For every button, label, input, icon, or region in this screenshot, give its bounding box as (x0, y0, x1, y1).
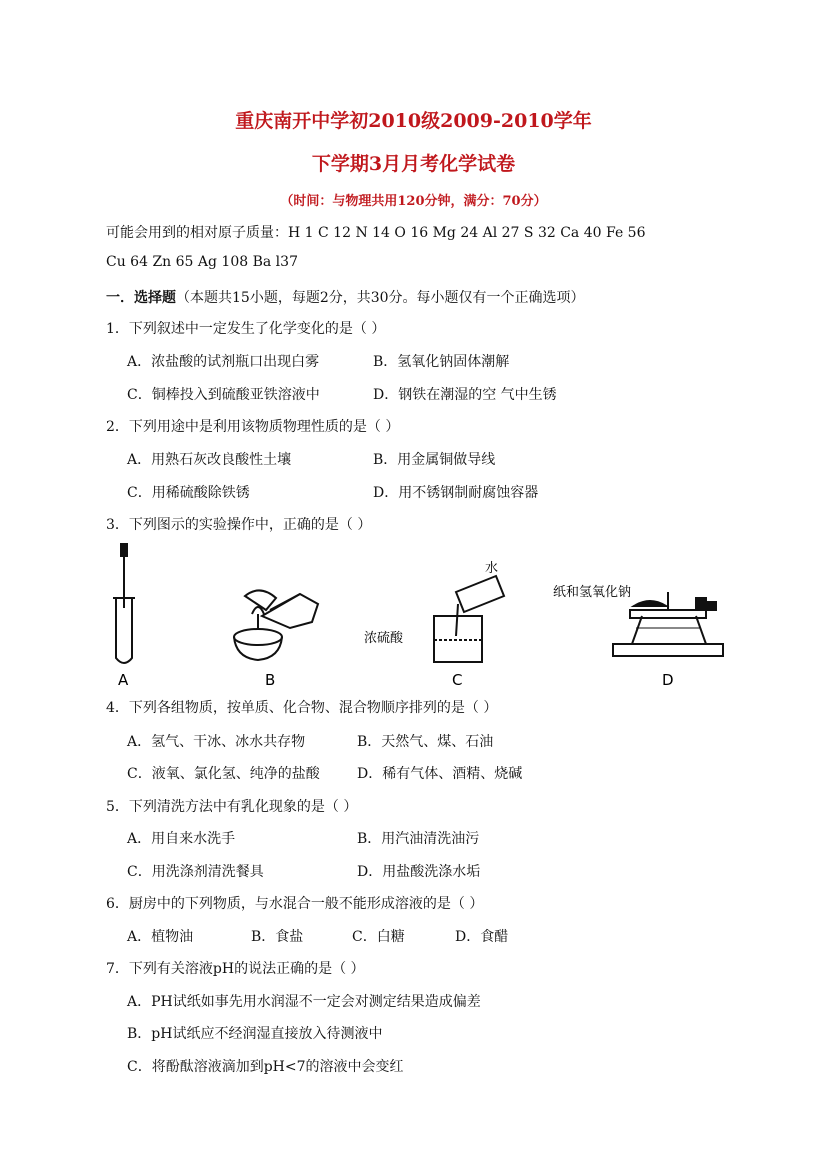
figure-label-d: D (662, 671, 674, 689)
question-4-option-a: A．氢气、干冰、冰水共存物 (127, 734, 306, 750)
question-1-stem: 1．下列叙述中一定发生了化学变化的是（ ） (106, 321, 386, 337)
question-4-stem: 4．下列各组物质，按单质、化合物、混合物顺序排列的是（ ） (106, 700, 498, 716)
question-1-option-b: B．氢氧化钠固体潮解 (373, 354, 510, 370)
question-3-figure (0, 540, 827, 690)
question-4-option-b: B．天然气、煤、石油 (357, 734, 494, 750)
question-4-option-c: C．液氧、氯化氢、纯净的盐酸 (127, 766, 320, 782)
question-6-option-b: B．食盐 (251, 929, 304, 945)
atomic-masses-line1: 可能会用到的相对原子质量：H 1 C 12 N 14 O 16 Mg 24 Al 27 S 32 Ca 40 Fe 56 (106, 225, 646, 241)
question-2-option-d: D．用不锈钢制耐腐蚀容器 (373, 485, 539, 501)
question-5-option-c: C．用洗涤剂清洗餐具 (127, 864, 264, 880)
figure-c-acid-label: 浓硫酸 (364, 631, 404, 646)
atomic-masses-line2: Cu 64 Zn 65 Ag 108 Ba l37 (106, 254, 298, 270)
question-1-option-a: A．浓盐酸的试剂瓶口出现白雾 (127, 354, 320, 370)
question-7-option-a: A．PH试纸如事先用水润湿不一定会对测定结果造成偏差 (127, 994, 481, 1010)
question-7-option-c: C．将酚酞溶液滴加到pH<7的溶液中会变红 (127, 1059, 404, 1075)
figure-b-alcohol-lamps (234, 590, 318, 660)
figure-label-c: C (452, 671, 463, 689)
question-2-stem: 2．下列用途中是利用该物质物理性质的是（ ） (106, 419, 400, 435)
section-heading (106, 287, 585, 307)
question-7-stem: 7．下列有关溶液pH的说法正确的是（ ） (106, 961, 365, 977)
question-6-option-c: C．白糖 (352, 929, 405, 945)
figure-label-b: B (265, 671, 276, 689)
question-5-option-d: D．用盐酸洗涤水垢 (357, 864, 481, 880)
question-5-stem: 5．下列清洗方法中有乳化现象的是（ ） (106, 799, 358, 815)
figure-d-balance (613, 592, 723, 656)
question-6-stem: 6．厨房中的下列物质，与水混合一般不能形成溶液的是（ ） (106, 896, 484, 912)
question-5-option-b: B．用汽油清洗油污 (357, 831, 480, 847)
question-4-option-d: D．稀有气体、酒精、烧碱 (357, 766, 523, 782)
section-title: 一．选择题 (106, 290, 176, 306)
figure-d-paper-naoh-label: 纸和氢氧化钠 (553, 585, 632, 600)
figure-c-dilution (434, 576, 504, 662)
question-2-option-a: A．用熟石灰改良酸性土壤 (127, 452, 292, 468)
figure-c-water-label: 水 (485, 561, 499, 576)
question-1-option-c: C．铜棒投入到硫酸亚铁溶液中 (127, 387, 320, 403)
section-note: （本题共15小题，每题2分，共30分。每小题仅有一个正确选项） (176, 290, 585, 306)
exam-title-line1: 重庆南开中学初2010级2009-2010学年 (235, 110, 592, 132)
figure-label-a: A (118, 671, 129, 689)
question-2-option-c: C．用稀硫酸除铁锈 (127, 485, 250, 501)
exam-title-line2: 下学期3月月考化学试卷 (311, 153, 516, 175)
question-5-option-a: A．用自来水洗手 (127, 831, 236, 847)
question-3-stem: 3．下列图示的实验操作中，正确的是（ ） (106, 517, 372, 533)
question-7-option-b: B．pH试纸应不经润湿直接放入待测液中 (127, 1026, 383, 1042)
exam-subtitle: （时间：与物理共用120分钟，满分：70分） (280, 194, 547, 209)
question-2-option-b: B．用金属铜做导线 (373, 452, 496, 468)
question-6-option-a: A．植物油 (127, 929, 194, 945)
question-6-option-d: D．食醋 (455, 929, 509, 945)
figure-a-dropper-in-test-tube (113, 544, 135, 663)
question-1-option-d: D．钢铁在潮湿的空 气中生锈 (373, 387, 557, 403)
